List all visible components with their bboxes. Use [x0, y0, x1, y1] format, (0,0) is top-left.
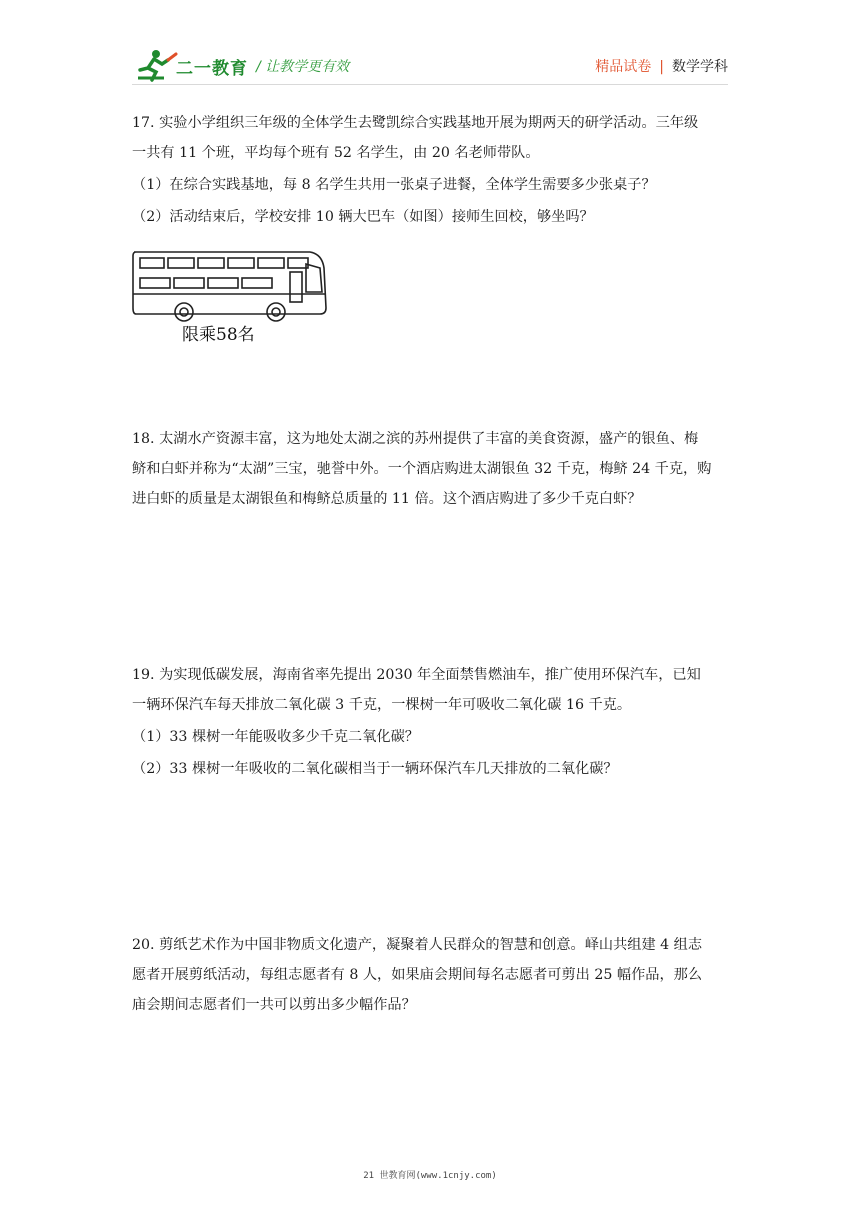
question-20	[132, 930, 732, 1020]
page-header	[0, 0, 860, 90]
q18-line3: 进白虾的质量是太湖银鱼和梅鲚总质量的 11 倍。这个酒店购进了多少千克白虾？	[132, 491, 642, 507]
q19-line1: 19. 为实现低碳发展，海南省率先提出 2030 年全面禁售燃油车，推广使用环保汽车，已知	[132, 667, 701, 683]
q17-part1: （1）在综合实践基地，每 8 名学生共用一张桌子进餐，全体学生需要多少张桌子？	[132, 177, 656, 193]
logo-text: 二一教育	[176, 59, 248, 79]
q19-part2: （2）33 棵树一年吸收的二氧化碳相当于一辆环保汽车几天排放的二氧化碳？	[132, 761, 618, 777]
q17-stem-line1: 17. 实验小学组织三年级的全体学生去鹭凯综合实践基地开展为期两天的研学活动。三年级	[132, 115, 699, 131]
q20-line2: 愿者开展剪纸活动，每组志愿者有 8 人，如果庙会期间每名志愿者可剪出 25 幅作品，那么	[132, 967, 703, 983]
premium-label: 精品试卷	[595, 59, 652, 75]
q18-line2: 鲚和白虾并称为“太湖”三宝，驰誉中外。一个酒店购进太湖银鱼 32 千克，梅鲚 24 千克，购	[132, 461, 712, 477]
q17-stem-line2: 一共有 11 个班，平均每个班有 52 名学生，由 20 名老师带队。	[132, 145, 540, 161]
q20-line3: 庙会期间志愿者们一共可以剪出多少幅作品？	[132, 997, 416, 1013]
page-footer: 21 世教育网(www.1cnjy.com)	[363, 1171, 497, 1181]
question-19	[132, 660, 732, 784]
q17-part2: （2）活动结束后，学校安排 10 辆大巴车（如图）接师生回校，够坐吗？	[132, 209, 594, 225]
slogan: / 让教学更有效	[256, 59, 350, 75]
q18-line1: 18. 太湖水产资源丰富，这为地处太湖之滨的苏州提供了丰富的美食资源，盛产的银鱼、梅	[132, 431, 699, 447]
header-divider	[132, 84, 728, 85]
q20-line1: 20. 剪纸艺术作为中国非物质文化遗产，凝聚着人民群众的智慧和创意。峄山共组建 4 组志	[132, 937, 703, 953]
question-18	[132, 424, 732, 514]
bus-capacity-caption: 限乘58名	[182, 325, 255, 345]
header-separator: |	[659, 59, 664, 75]
header-right-label	[595, 56, 728, 76]
q19-line2: 一辆环保汽车每天排放二氧化碳 3 千克，一棵树一年可吸收二氧化碳 16 千克。	[132, 697, 632, 713]
question-17	[132, 108, 732, 232]
q19-part1: （1）33 棵树一年能吸收多少千克二氧化碳？	[132, 729, 419, 745]
subject-label: 数学学科	[672, 59, 728, 75]
